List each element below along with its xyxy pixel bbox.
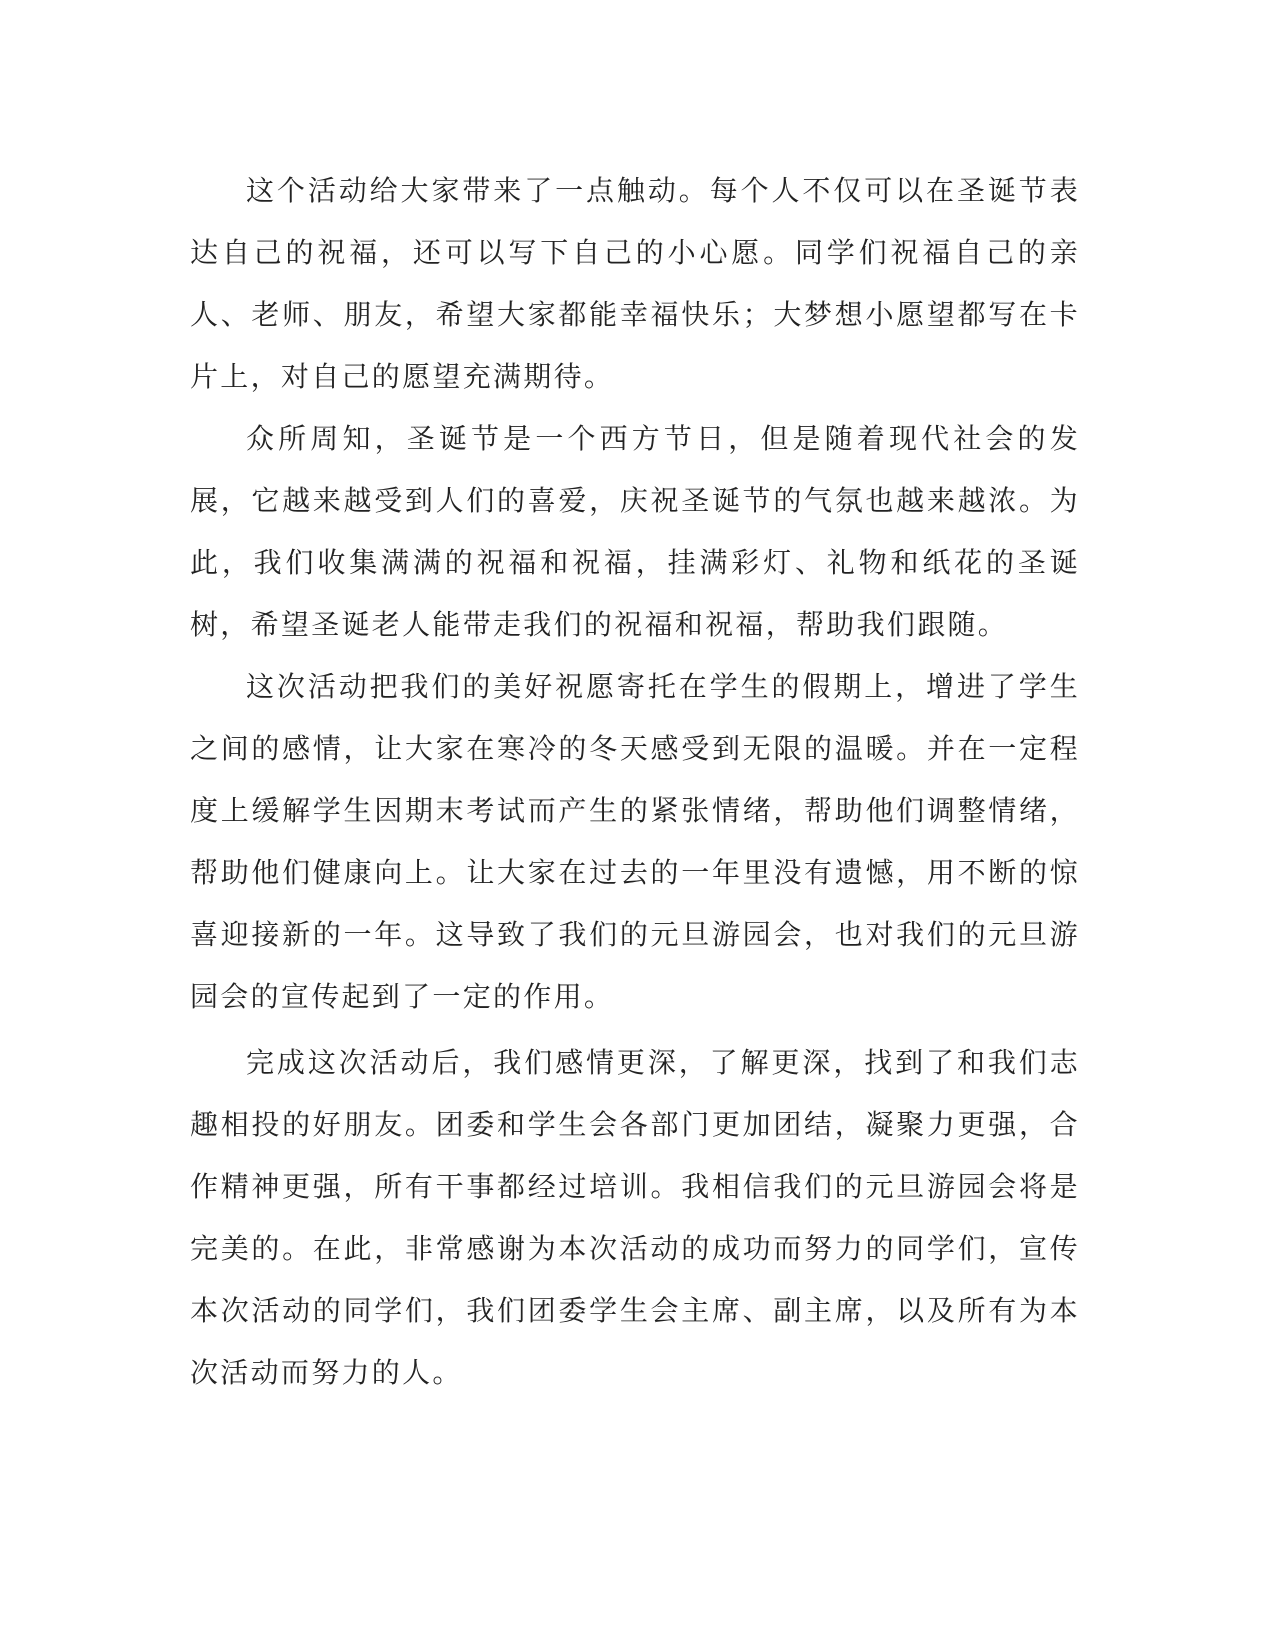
paragraph-2: 众所周知，圣诞节是一个西方节日，但是随着现代社会的发展，它越来越受到人们的喜爱，庆祝圣诞节的气氛也越来越浓。为此，我们收集满满的祝福和祝福，挂满彩灯、礼物和纸花的圣诞树，希望圣诞老人能带走我们的祝福和祝福，帮助我们跟随。 xyxy=(190,422,1080,641)
document-body xyxy=(190,160,1080,1404)
paragraph-1: 这个活动给大家带来了一点触动。每个人不仅可以在圣诞节表达自己的祝福，还可以写下自己的小心愿。同学们祝福自己的亲人、老师、朋友，希望大家都能幸福快乐；大梦想小愿望都写在卡片上，对自己的愿望充满期待。 xyxy=(190,174,1080,393)
paragraph-3: 这次活动把我们的美好祝愿寄托在学生的假期上，增进了学生之间的感情，让大家在寒冷的冬天感受到无限的温暖。并在一定程度上缓解学生因期末考试而产生的紧张情绪，帮助他们调整情绪，帮助他们健康向上。让大家在过去的一年里没有遗憾，用不断的惊喜迎接新的一年。这导致了我们的元旦游园会，也对我们的元旦游园会的宣传起到了一定的作用。 xyxy=(190,670,1080,1013)
paragraph-4: 完成这次活动后，我们感情更深，了解更深，找到了和我们志趣相投的好朋友。团委和学生会各部门更加团结，凝聚力更强，合作精神更强，所有干事都经过培训。我相信我们的元旦游园会将是完美的。在此，非常感谢为本次活动的成功而努力的同学们，宣传本次活动的同学们，我们团委学生会主席、副主席，以及所有为本次活动而努力的人。 xyxy=(190,1046,1080,1389)
